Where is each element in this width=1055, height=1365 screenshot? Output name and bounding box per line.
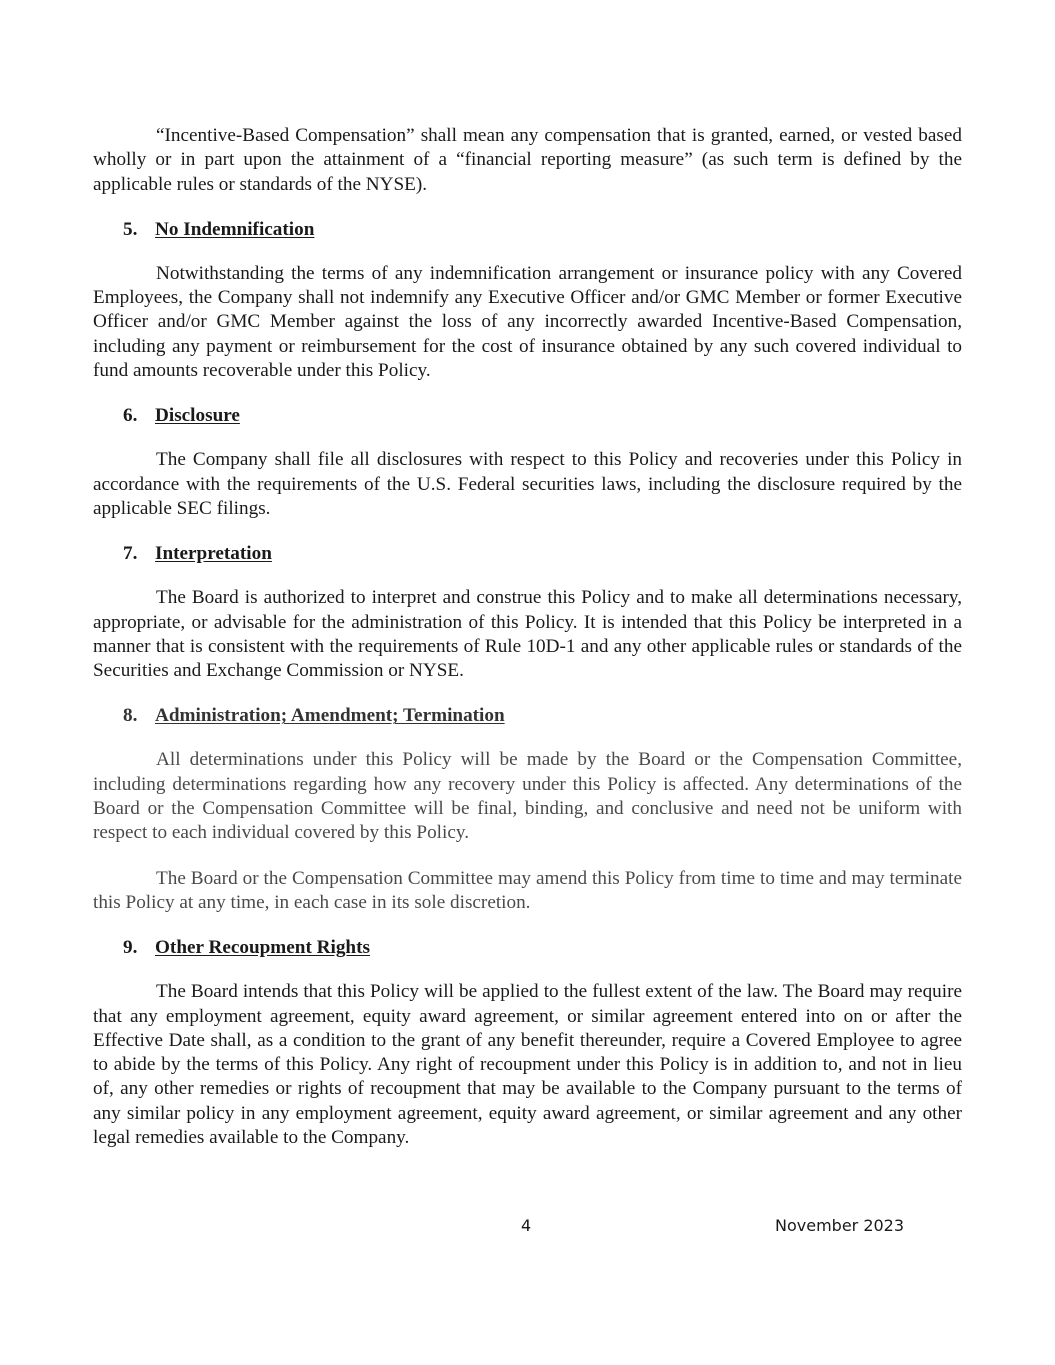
section-heading-8 [93,704,962,728]
section-paragraph: Notwithstanding the terms of any indemnification arrangement or insurance policy with any Covered Employees, the Company shall not indemnify any Executive Officer and/or GMC Member or former Executive Officer and/or GMC Member against the loss of any incorrectly awarded Incentive-Based Compensation, including any payment or reimbursement for the cost of insurance obtained by any such covered individual to fund amounts recoverable under this Policy. [93,262,962,382]
page-number: 4 [521,1216,532,1235]
section-title: Disclosure [155,405,240,427]
section-number: 9. [123,937,138,959]
section-title: No Indemnification [155,218,315,240]
section-title: Interpretation [155,543,272,565]
section-paragraph: The Board is authorized to interpret and construe this Policy and to make all determinations necessary, appropriate, or advisable for the administration of this Policy. It is intended that this Policy be interpreted in a manner that is consistent with the requirements of Rule 10D-1 and any other applicable rules or standards of the Securities and Exchange Commission or NYSE. [93,587,962,682]
section-number: 6. [123,405,138,427]
section-heading-7 [93,542,962,566]
section-heading-6 [93,404,962,428]
section-paragraph: The Company shall file all disclosures with respect to this Policy and recoveries under this Policy in accordance with the requirements of the U.S. Federal securities laws, including the disclosure required by the applicable SEC filings. [93,449,962,519]
intro-paragraph: “Incentive-Based Compensation” shall mean any compensation that is granted, earned, or vested based wholly or in part upon the attainment of a “financial reporting measure” (as such term is defined by the applicable rules or standards of the NYSE). [93,125,962,195]
section-title: Other Recoupment Rights [155,937,370,959]
section-number: 7. [123,543,138,565]
section-paragraph: The Board intends that this Policy will be applied to the fullest extent of the law. The Board may require that any employment agreement, equity award agreement, or similar agreement entered into on or after the Effective Date shall, as a condition to the grant of any benefit thereunder, require a Covered Employee to agree to abide by the terms of this Policy. Any right of recoupment under this Policy is in addition to, and not in lieu of, any other remedies or rights of recoupment that may be available to the Company pursuant to the terms of any similar policy in any employment agreement, equity award agreement, or similar agreement and any other legal remedies available to the Company. [93,981,962,1149]
section-title: Administration; Amendment; Termination [155,705,505,727]
footer-date: November 2023 [775,1216,905,1235]
section-paragraph: The Board or the Compensation Committee may amend this Policy from time to time and may terminate this Policy at any time, in each case in its sole discretion. [93,867,962,913]
document-page [93,124,962,1150]
section-paragraph: All determinations under this Policy will be made by the Board or the Compensation Committee, including determinations regarding how any recovery under this Policy is affected. Any determinations of the Board or the Compensation Committee will be final, binding, and conclusive and need not be uniform with respect to each individual covered by this Policy. [93,749,962,844]
section-number: 5. [123,218,138,240]
section-heading-5 [93,218,962,242]
section-heading-9 [93,936,962,960]
section-number: 8. [123,705,138,727]
